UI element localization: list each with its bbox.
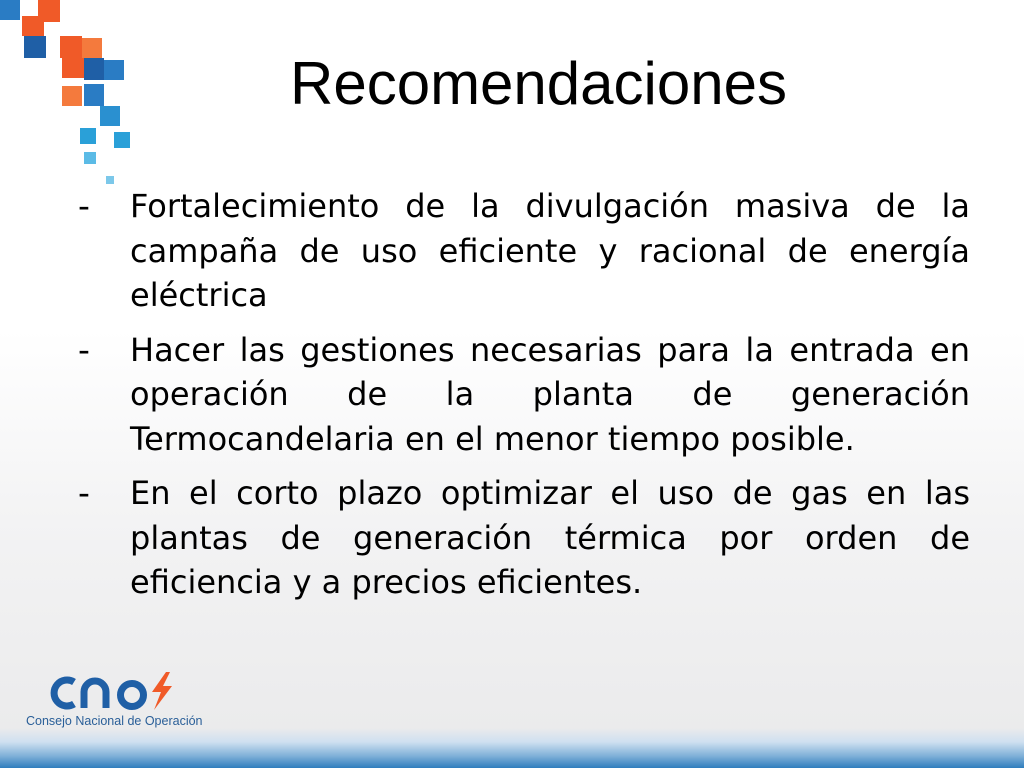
bullet-list <box>78 184 970 615</box>
bullet-marker: - <box>78 473 90 512</box>
bullet-text: En el corto plazo optimizar el uso de gas en las plantas de generación térmica por orden de eficiencia y a precios eficientes. <box>130 474 970 601</box>
bullet-marker: - <box>78 329 90 369</box>
bottom-decorative-band <box>0 728 1024 768</box>
cno-logo <box>26 664 226 734</box>
bullet-text: Hacer las gestiones necesarias para la entrada en operación de la planta de generación Termocandelaria en el menor tiempo posible. <box>130 330 970 458</box>
logo-subtitle: Consejo Nacional de Operación <box>26 714 203 728</box>
cno-logo-icon <box>44 668 204 714</box>
list-item <box>78 328 970 462</box>
slide-title: Recomendaciones <box>290 50 787 117</box>
list-item <box>78 184 970 318</box>
list-item <box>78 471 970 605</box>
bullet-marker: - <box>78 186 90 225</box>
decorative-squares-icon <box>0 0 140 190</box>
lightning-bolt-icon <box>152 672 172 710</box>
bullet-text: Fortalecimiento de la divulgación masiva de la campaña de uso eficiente y racional de energía eléctrica <box>130 187 970 314</box>
